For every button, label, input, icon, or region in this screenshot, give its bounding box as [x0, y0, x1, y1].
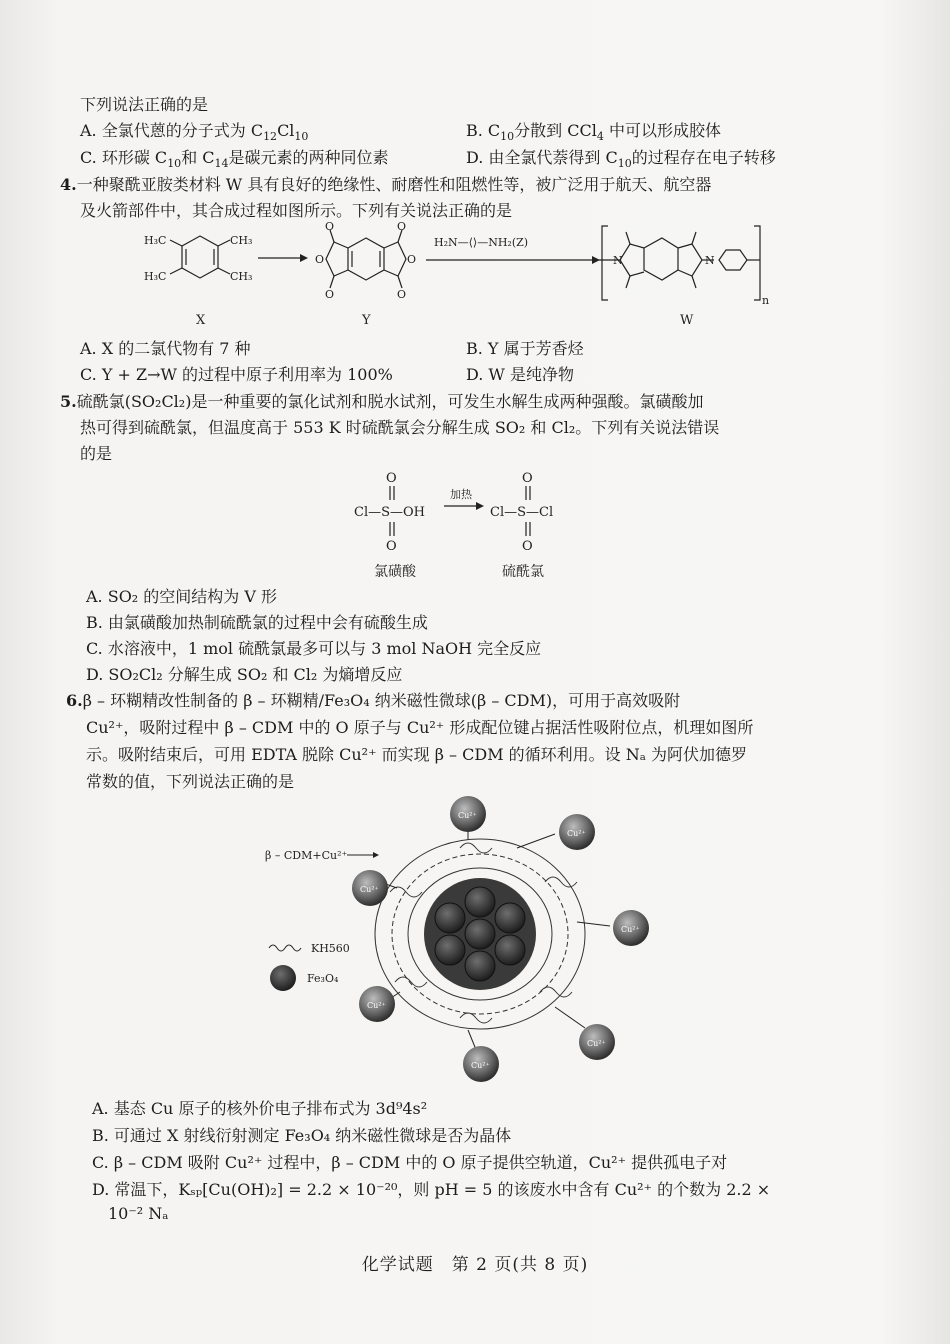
q6-option-d-line2: 10⁻² Nₐ [108, 1204, 169, 1223]
q6-option-a: A. 基态 Cu 原子的核外价电子排布式为 3d⁹4s² [92, 1099, 428, 1118]
svg-text:Cu²⁺: Cu²⁺ [360, 885, 379, 894]
q4-option-d: D. W 是纯净物 [466, 365, 574, 384]
q6-stem-line2: Cu²⁺，吸附过程中 β – CDM 中的 O 原子与 Cu²⁺ 形成配位键占据活性吸附位点，机理如图所 [86, 718, 754, 737]
q6-option-d-line1: D. 常温下，Kₛₚ[Cu(OH)₂] = 2.2 × 10⁻²⁰，则 pH = 5 的该废水中含有 Cu²⁺ 的个数为 2.2 × [92, 1180, 771, 1199]
q6-stem-line3: 示。吸附结束后，可用 EDTA 脱除 Cu²⁺ 而实现 β – CDM 的循环利用。设 Nₐ 为阿伏加德罗 [86, 745, 748, 764]
svg-text:O: O [325, 222, 335, 233]
svg-text:Cl—S—OH: Cl—S—OH [354, 505, 426, 520]
q5-stem-line1: 5.硫酰氯(SO₂Cl₂)是一种重要的氯化试剂和脱水试剂，可发生水解生成两种强酸。氯磺酸加 [60, 392, 704, 411]
heat-label: 加热 [450, 488, 472, 501]
svg-text:O: O [325, 288, 335, 301]
svg-text:Cl—S—Cl: Cl—S—Cl [490, 505, 554, 520]
q4-stem-line2: 及火箭部件中，其合成过程如图所示。下列有关说法正确的是 [80, 201, 513, 220]
svg-text:Cu²⁺: Cu²⁺ [587, 1039, 606, 1048]
svg-text:N: N [705, 254, 715, 267]
label-w: W [680, 313, 694, 328]
svg-text:CH₃: CH₃ [230, 270, 253, 283]
fe3o4-legend-icon [270, 965, 296, 991]
q4-reaction-figure [130, 222, 790, 332]
q6-option-c: C. β – CDM 吸附 Cu²⁺ 过程中，β – CDM 中的 O 原子提供空轨道，Cu²⁺ 提供孤电子对 [92, 1153, 728, 1172]
fig-label-cdm-cu: β – CDM+Cu²⁺ [265, 849, 348, 862]
q5-option-b: B. 由氯磺酸加热制硫酰氯的过程中会有硫酸生成 [86, 613, 428, 632]
label-sulfuryl-chloride: 硫酰氯 [502, 564, 544, 580]
svg-text:CH₃: CH₃ [230, 234, 253, 247]
svg-text:O: O [386, 539, 397, 554]
q4-option-b: B. Y 属于芳香烃 [466, 339, 584, 358]
svg-text:Cu²⁺: Cu²⁺ [471, 1061, 490, 1070]
svg-text:O: O [386, 471, 397, 486]
q4-option-a: A. X 的二氯代物有 7 种 [80, 339, 251, 358]
svg-text:H₃C: H₃C [144, 270, 167, 283]
q6-stem-line1: 6.β – 环糊精改性制备的 β – 环糊精/Fe₃O₄ 纳米磁性微球(β – CDM)，可用于高效吸附 [66, 691, 681, 710]
svg-text:O: O [522, 539, 533, 554]
label-y: Y [362, 313, 371, 328]
svg-text:O: O [407, 253, 417, 266]
svg-text:N: N [613, 254, 623, 267]
svg-text:Cu²⁺: Cu²⁺ [567, 829, 586, 838]
molecule-x [170, 236, 230, 278]
q3-stem: 下列说法正确的是 [80, 95, 209, 114]
page-footer: 化学试题 第 2 页(共 8 页) [361, 1255, 589, 1275]
q5-reaction-figure [340, 462, 630, 582]
q6-adsorption-figure [255, 792, 675, 1092]
q5-stem-line2: 热可得到硫酰氯，但温度高于 553 K 时硫酰氯会分解生成 SO₂ 和 Cl₂。下列有关说法错误 [80, 418, 720, 437]
q3-option-a: A. 全氯代蒽的分子式为 $C_{12}Cl_{10}$ [80, 121, 309, 144]
q4-option-c: C. Y + Z→W 的过程中原子利用率为 100% [80, 365, 393, 384]
svg-text:n: n [762, 294, 770, 307]
reagent-z-label: H₂N—⟨⟩—NH₂(Z) [434, 236, 529, 249]
q3-option-d: D. 由全氯代萘得到 $C_{10}$的过程存在电子转移 [466, 148, 776, 171]
q3-option-c: C. 环形碳 $C_{10}$和 $C_{14}$是碳元素的两种同位素 [80, 148, 389, 171]
q5-option-a: A. SO₂ 的空间结构为 V 形 [86, 587, 278, 606]
legend-fe3o4: Fe₃O₄ [307, 972, 339, 985]
svg-text:Cu²⁺: Cu²⁺ [621, 925, 640, 934]
q6-option-b: B. 可通过 X 射线衍射测定 Fe₃O₄ 纳米磁性微球是否为晶体 [92, 1126, 512, 1145]
q5-option-d: D. SO₂Cl₂ 分解生成 SO₂ 和 Cl₂ 为熵增反应 [86, 665, 403, 684]
q5-option-c: C. 水溶液中，1 mol 硫酰氯最多可以与 3 mol NaOH 完全反应 [86, 639, 542, 658]
svg-text:O: O [315, 253, 325, 266]
label-x: X [196, 313, 206, 328]
q6-stem-line4: 常数的值，下列说法正确的是 [86, 772, 295, 791]
svg-text:Cu²⁺: Cu²⁺ [367, 1001, 386, 1010]
svg-text:O: O [397, 222, 407, 233]
legend-kh560: KH560 [311, 942, 350, 955]
label-chlorosulfonic-acid: 氯磺酸 [374, 564, 416, 580]
q4-stem-line1: 4.一种聚酰亚胺类材料 W 具有良好的绝缘性、耐磨性和阻燃性等，被广泛用于航天、航空器 [60, 175, 712, 194]
kh560-legend-icon [269, 945, 301, 951]
svg-text:H₃C: H₃C [144, 234, 167, 247]
svg-text:O: O [397, 288, 407, 301]
svg-text:Cu²⁺: Cu²⁺ [458, 811, 477, 820]
svg-text:O: O [522, 471, 533, 486]
q3-option-b: B. $C_{10}$分散到 CCl$_4$ 中可以形成胶体 [466, 121, 721, 144]
molecule-y [326, 230, 406, 288]
q5-stem-line3: 的是 [80, 444, 113, 463]
